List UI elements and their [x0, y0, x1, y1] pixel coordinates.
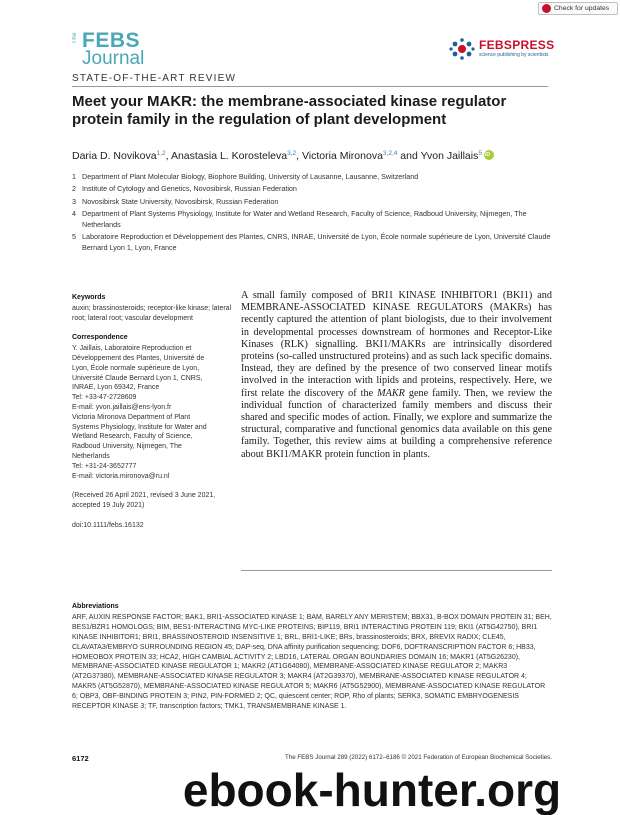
affiliation-number: 3	[72, 196, 76, 206]
affiliation-item	[72, 209, 552, 231]
author-affiliation-ref[interactable]: 1,2	[156, 150, 166, 157]
affiliation-item	[72, 172, 552, 183]
correspondence-line: Radboud University, Nijmegen, The	[72, 443, 182, 451]
author-separator: ,	[296, 150, 302, 162]
author-name[interactable]: Anastasia L. Korosteleva	[170, 150, 288, 162]
correspondence-phone: Tel: +33-47-2728609	[72, 394, 137, 402]
febs-press-tagline: science publishing by scientists	[479, 52, 549, 58]
author-affiliation-ref[interactable]: 3,2	[287, 150, 297, 157]
affiliation-number: 4	[72, 208, 76, 218]
abbreviations-section	[72, 602, 552, 712]
febs-press-mark-icon	[449, 37, 475, 61]
correspondence-line: Victoria Mironova Department of Plant	[72, 413, 191, 421]
article-type-label: STATE-OF-THE-ART REVIEW	[72, 73, 237, 84]
author-name[interactable]: Victoria Mironova	[301, 150, 383, 162]
affiliation-text: Department of Plant Systems Physiology, Institute for Water and Wetland Research, Faculty of Science, Radboud University, Nijmegen, The Netherlands	[82, 208, 527, 229]
author-list	[72, 150, 552, 162]
affiliation-number: 1	[72, 172, 76, 181]
author-name[interactable]: Daria D. Novikova	[72, 150, 157, 162]
author-separator: ,	[165, 150, 171, 162]
journal-logo-febs: FEBS	[82, 29, 141, 52]
abstract-part-2: gene family. Then, we review the individual function of characterized family members and discuss their shared and specific modes of action. Finally, we explore and summarize the structural, comparative and functional genomics data available on this gene family. Together, this review aims at building a comprehensive reference about BKI1/MAKR protein function in plants.	[241, 387, 553, 460]
journal-logo-journal: Journal	[82, 48, 145, 69]
affiliation-number: 2	[72, 184, 76, 194]
author-affiliation-ref[interactable]: 5	[478, 150, 482, 157]
affiliation-text: Department of Plant Molecular Biology, Biophore Building, University of Lausanne, Lausanne, Switzerland	[82, 172, 419, 181]
article-info-sidebar	[72, 293, 232, 531]
update-icon	[542, 4, 551, 13]
affiliation-list	[72, 172, 552, 255]
journal-citation-footer: The FEBS Journal 289 (2022) 6172–6186 © 2021 Federation of European Biochemical Societies.	[284, 754, 552, 761]
correspondence-email[interactable]: E-mail: victoria.mironova@ru.nl	[72, 472, 170, 480]
author-separator: and	[397, 150, 421, 162]
abstract-gene-name: MAKR	[377, 387, 405, 399]
febs-press-name: FEBSPRESS	[479, 38, 555, 52]
page-number: 6172	[72, 754, 89, 763]
correspondence-line: INRAE, Lyon 69342, France	[72, 384, 160, 392]
doi-link[interactable]: doi:10.1111/febs.16132	[72, 521, 144, 529]
correspondence-phone: Tel: +31-24-3652777	[72, 462, 137, 470]
correspondence-line: Lyon, École normale supérieure de Lyon,	[72, 364, 200, 372]
correspondence-line: Y. Jaillais, Laboratoire Reproduction et	[72, 345, 192, 353]
affiliation-text: Institute of Cytology and Genetics, Novosibirsk, Russian Federation	[82, 184, 297, 194]
check-for-updates-button[interactable]	[538, 2, 618, 15]
header-divider	[72, 86, 548, 87]
watermark-text: ebook-hunter.org	[182, 764, 562, 815]
correspondence-line: Wetland Research, Faculty of Science,	[72, 433, 193, 441]
correspondence-heading: Correspondence	[72, 334, 128, 342]
watermark	[124, 762, 620, 815]
affiliation-number: 5	[72, 231, 76, 241]
article-title: Meet your MAKR: the membrane-associated kinase regulator protein family in the regulation of plant development	[72, 93, 507, 128]
abstract-divider	[241, 570, 552, 571]
abbreviations-text: ARF, AUXIN RESPONSE FACTOR; BAK1, BRI1-ASSOCIATED KINASE 1; BAM, BARELY ANY MERISTEM; BBX31, B-BOX DOMAIN PROTEIN 31; BEH, BES1/BZR1 HOMOLOGS; BIM, BES1-INTERACTING MYC-LIKE PROTEINS; BIP119, BRI1 INTERACTING PROTEIN 119; BKI1 (AT5G42750), BRI1 KINASE INHIBITOR1; BRI1, BRASSINOSTEROID INSENSITIVE 1; BRL, BRI1-LIKE; BRs, brassinosteroids; BRX, BREVIX RADIX; CLE45, CLAVATA3/EMBRYO SURROUNDING REGION 45; DAP-seq, DNA affinity purification sequencing; DOF6, DOFTRANSCRIPTION FACTOR 6; HB33, HOMEOBOX PROTEIN 33; HCA2, HIGH CAMBIAL ACTIVITY 2; LBD16, LATERAL ORGAN BOUNDARIES DOMAIN 16; MAKR1 (AT5G26230), MEMBRANE-ASSOCIATED KINASE REGULATOR 1; MAKR2 (AT1G64080), MEMBRANE-ASSOCIATED KINASE REGULATOR 2; MAKR3 (AT2G37380), MEMBRANE-ASSOCIATED KINASE REGULATOR 3; MAKR4 (AT2G39370), MEMBRANE-ASSOCIATED KINASE REGULATOR 4; MAKR5 (AT5G52870), MEMBRANE-ASSOCIATED KINASE REGULATOR 5; MAKR6 (AT5G52900), MEMBRANE-ASSOCIATED KINASE REGULATOR 6; OBP3, OBF-BINDING PROTEIN 3; PIN2, PIN-FORMED 2; QC, quiescent center; ROP, Rho of plants; SERK3, SOMATIC EMBRYOGENESIS RECEPTOR KINASE 3; TF, transcription factors; TMK1, TRANSMEMBRANE KINASE 1.	[72, 613, 552, 711]
correspondence-email[interactable]: E-mail: yvon.jaillais@ens-lyon.fr	[72, 403, 172, 411]
abstract	[241, 290, 552, 461]
correspondence-line: Université Claude Bernard Lyon 1, CNRS,	[72, 374, 203, 382]
affiliation-item	[72, 197, 552, 208]
febs-journal-logo	[72, 29, 145, 72]
affiliation-text: Novosibirsk State University, Novosibirsk, Russian Federation	[82, 196, 279, 206]
journal-logo-the: The	[72, 32, 78, 44]
abbreviations-heading: Abbreviations	[72, 603, 119, 610]
febs-press-logo	[449, 37, 559, 61]
keywords-text: auxin; brassinosteroids; receptor-like kinase; lateral root; lateral root; vascular development	[72, 304, 232, 322]
affiliation-text: Laboratoire Reproduction et Développement des Plantes, CNRS, INRAE, Université de Lyon, École normale supérieure de Lyon, Université Claude Bernard Lyon 1, Lyon, France	[82, 231, 551, 252]
received-dates: (Received 26 April 2021, revised 3 June 2021, accepted 19 July 2021)	[72, 492, 216, 510]
correspondence-details	[72, 344, 232, 481]
author-name[interactable]: Yvon Jaillais	[420, 150, 479, 162]
check-for-updates-label: Check for updates	[554, 5, 610, 12]
affiliation-item	[72, 232, 552, 254]
correspondence-line: Développement des Plantes, Université de	[72, 354, 205, 362]
keywords-heading: Keywords	[72, 294, 106, 301]
orcid-icon[interactable]	[484, 150, 494, 160]
correspondence-line: Systems Physiology, Institute for Water and	[72, 423, 207, 431]
abstract-part-1: A small family composed of BRI1 KINASE INHIBITOR1 (BKI1) and MEMBRANE-ASSOCIATED KINASE REGULATORS (MAKRs) has recently captured the attention of plant biologists, due to their involvement in developmental processes downstream of hormones and Receptor-Like Kinases (RLK) signalling. BKI1/MAKRs are intrinsically disordered proteins (so-called unstructured proteins) and as such lack specific domains. Instead, they are defined by the presence of two conserved linear motifs involved in the interaction with lipids and proteins, respectively. Here, we first relate the discovery of the	[241, 290, 552, 399]
author-affiliation-ref[interactable]: 3,2,4	[382, 150, 398, 157]
correspondence-line: Netherlands	[72, 452, 110, 460]
affiliation-item	[72, 184, 552, 195]
